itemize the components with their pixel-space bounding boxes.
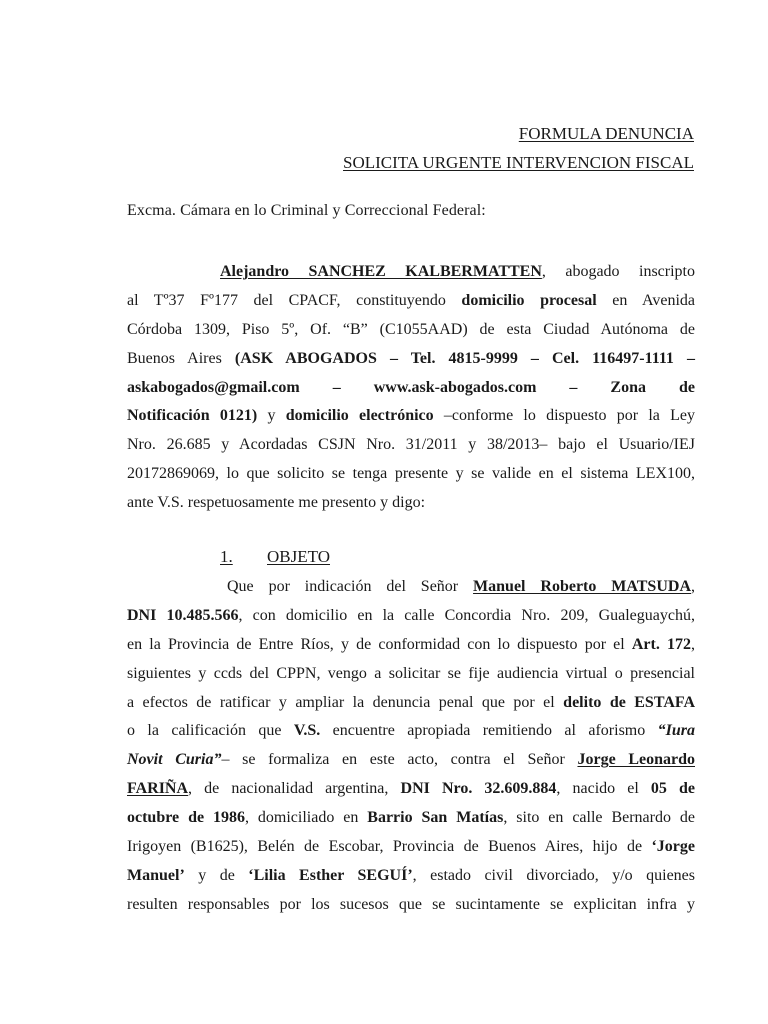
objeto-line-7: Novit Curia”– se formaliza en este acto, contra el Señor Jorge Leonardo (127, 751, 695, 769)
intro-line-6: Notificación 0121) y domicilio electrónico –conforme lo dispuesto por la Ley (127, 407, 695, 425)
objeto-line-10: Irigoyen (B1625), Belén de Escobar, Provincia de Buenos Aires, hijo de ‘Jorge (127, 838, 695, 856)
objeto-line-3: en la Provincia de Entre Ríos, y de conformidad con lo dispuesto por el Art. 172, (127, 635, 696, 653)
objeto-line-2: DNI 10.485.566, con domicilio en la calle Concordia Nro. 209, Gualeguaychú, (127, 606, 695, 624)
title-line-1: FORMULA DENUNCIA (518, 124, 694, 143)
objeto-paragraph (127, 573, 695, 920)
intro-line-8: 20172869069, lo que solicito se tenga presente y se valide en el sistema LEX100, (127, 465, 695, 483)
section-heading: OBJETO (267, 547, 330, 566)
intro-line-7: Nro. 26.685 y Acordadas CSJN Nro. 31/2011 y 38/2013– bajo el Usuario/IEJ (127, 436, 695, 454)
objeto-line-12: resulten responsables por los sucesos que se sucintamente se explicitan infra y (127, 895, 695, 913)
objeto-line-8: FARIÑA, de nacionalidad argentina, DNI Nro. 32.609.884, nacido el 05 de (127, 780, 696, 798)
intro-line-5: askabogados@gmail.com – www.ask-abogados.com – Zona de (127, 378, 695, 396)
objeto-line-5: a efectos de ratificar y ampliar la denuncia penal que por el delito de ESTAFA (127, 693, 696, 711)
addressee: Excma. Cámara en lo Criminal y Correccional Federal: (127, 202, 486, 219)
document-title (343, 119, 694, 177)
objeto-line-9: octubre de 1986, domiciliado en Barrio San Matías, sito en calle Bernardo de (127, 809, 695, 827)
intro-line-1: Alejandro SANCHEZ KALBERMATTEN, abogado inscripto (220, 263, 695, 280)
objeto-line-4: siguientes y ccds del CPPN, vengo a solicitar se fije audiencia virtual o presencial (127, 664, 695, 682)
intro-paragraph (127, 258, 695, 518)
objeto-line-1: Que por indicación del Señor Manuel Roberto MATSUDA, (227, 578, 695, 595)
intro-line-4: Buenos Aires (ASK ABOGADOS – Tel. 4815-9999 – Cel. 116497-1111 – (127, 349, 695, 367)
section-number: 1. (220, 547, 233, 566)
title-line-2: SOLICITA URGENTE INTERVENCION FISCAL (343, 153, 694, 172)
objeto-line-6: o la calificación que V.S. encuentre apropiada remitiendo al aforismo “Iura (127, 722, 695, 740)
intro-line-9: ante V.S. respetuosamente me presento y digo: (127, 494, 426, 512)
objeto-line-11: Manuel’ y de ‘Lilia Esther SEGUÍ’, estado civil divorciado, y/o quienes (127, 866, 696, 884)
intro-line-2: al Tº37 Fº177 del CPACF, constituyendo domicilio procesal en Avenida (127, 291, 696, 309)
intro-line-3: Córdoba 1309, Piso 5º, Of. “B” (C1055AAD) de esta Ciudad Autónoma de (127, 320, 695, 338)
